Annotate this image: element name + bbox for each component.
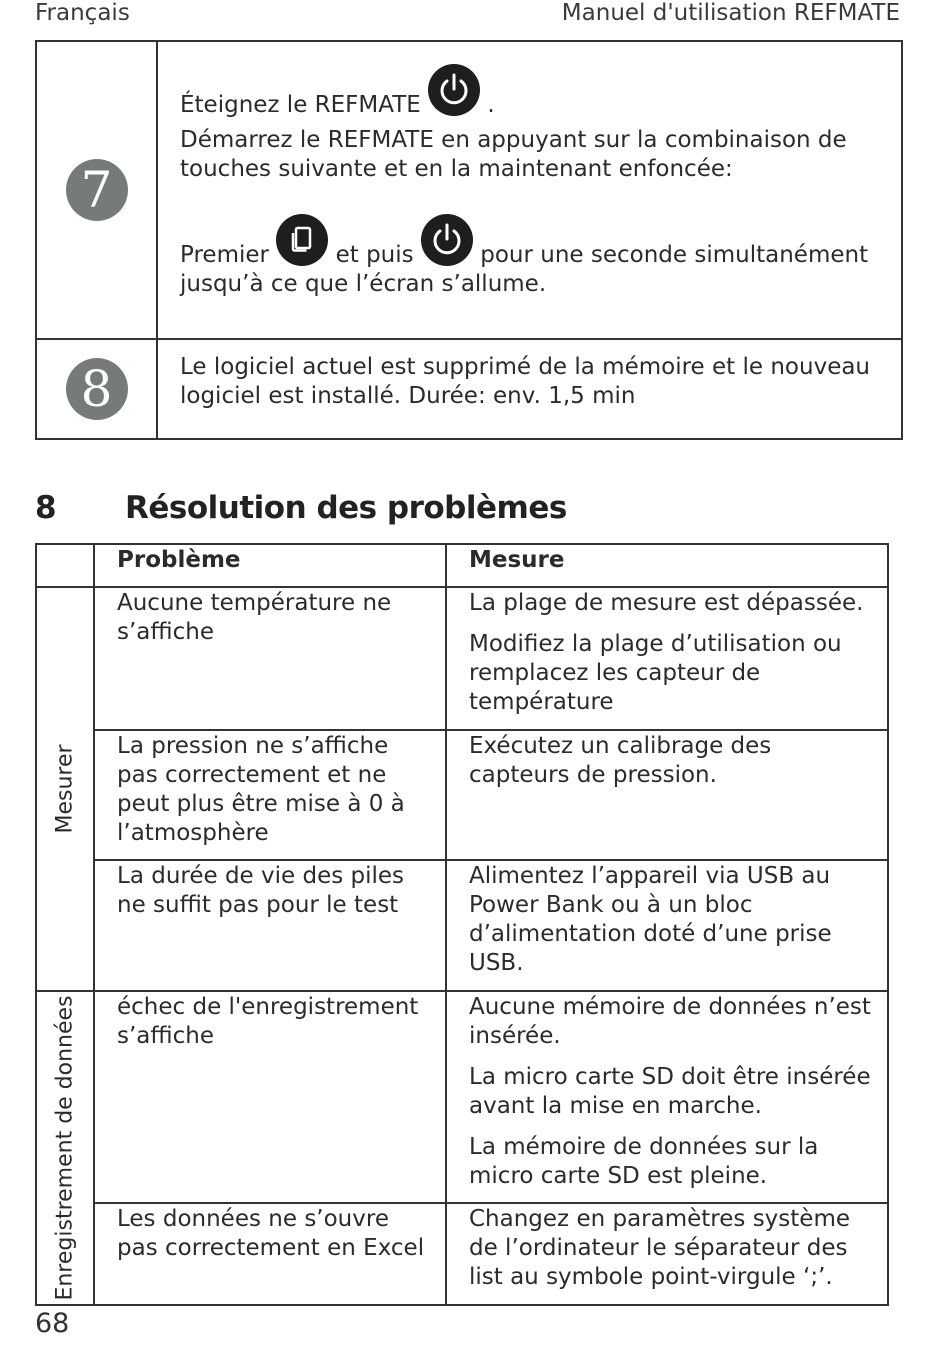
category-label-measure: Mesurer [52,744,78,834]
measure-text: Aucune mémoire de données n’est insérée. [469,994,871,1049]
column-header-measure: Mesure [446,544,888,587]
measure-cell [446,991,888,1203]
problem-cell: Aucune température ne s’affiche [94,587,446,730]
step-7-line3 [180,214,881,299]
step-7-line1-text: Éteignez le REFMATE [180,92,421,118]
measure-text: La micro carte SD doit être insérée avant la mise en marche. [469,1064,871,1119]
problem-cell: La durée de vie des piles ne suffit pas pour le test [94,860,446,991]
section-number: 8 [35,490,57,526]
category-label-data-logging: Enregistrement de données [52,995,78,1301]
step-7-then-label: et puis [335,242,414,268]
power-icon [428,64,480,116]
measure-cell: Alimentez l’appareil via USB au Power Bank ou à un bloc d’alimentation doté d’une prise USB. [446,860,888,991]
category-cell [36,991,94,1305]
step-7-line3-rest: pour une seconde simultanément jusqu’à ce que l’écran s’allume. [180,242,869,297]
step-7-first-label: Premier [180,242,269,268]
header-empty-cell [36,544,94,587]
step-number-badge: 7 [66,159,128,221]
step-7-line1 [180,64,881,120]
step-7-line2: Démarrez le REFMATE en appuyant sur la combinaison de touches suivante et en la maintenant enfoncée: [180,127,847,182]
update-steps-table [35,40,903,440]
measure-text: La plage de mesure est dépassée. [469,590,864,616]
section-title: Résolution des problèmes [125,490,567,526]
measure-text: La mémoire de données sur la micro carte SD est pleine. [469,1134,819,1189]
column-header-problem: Problème [94,544,446,587]
problem-cell: Les données ne s’ouvre pas correctement en Excel [94,1203,446,1305]
header-language: Français [35,0,130,26]
problem-cell: La pression ne s’affiche pas correctement et ne peut plus être mise à 0 à l’atmosphère [94,730,446,860]
troubleshooting-table [35,543,889,1306]
page-number: 68 [35,1308,70,1339]
step-8-description: Le logiciel actuel est supprimé de la mémoire et le nouveau logiciel est installé. Durée: env. 1,5 min [180,354,871,409]
step-number-cell [36,41,157,339]
problem-cell: échec de l'enregistrement s’affiche [94,991,446,1203]
measure-text: Modifiez la plage d’utilisation ou remplacez les capteur de température [469,631,842,715]
step-number-badge: 8 [66,358,128,420]
measure-cell: Exécutez un calibrage des capteurs de pression. [446,730,888,860]
header-manual-title: Manuel d'utilisation REFMATE [561,0,900,26]
step-number-cell [36,339,157,439]
power-icon [421,214,473,266]
step-7-line1-suffix: . [487,92,495,118]
step-8-text [157,339,902,439]
category-cell [36,587,94,991]
measure-cell [446,587,888,730]
measure-cell: Changez en paramètres système de l’ordinateur le séparateur des list au symbole point-virgule ‘;’. [446,1203,888,1305]
step-7-text [157,41,902,339]
copy-icon [276,214,328,266]
